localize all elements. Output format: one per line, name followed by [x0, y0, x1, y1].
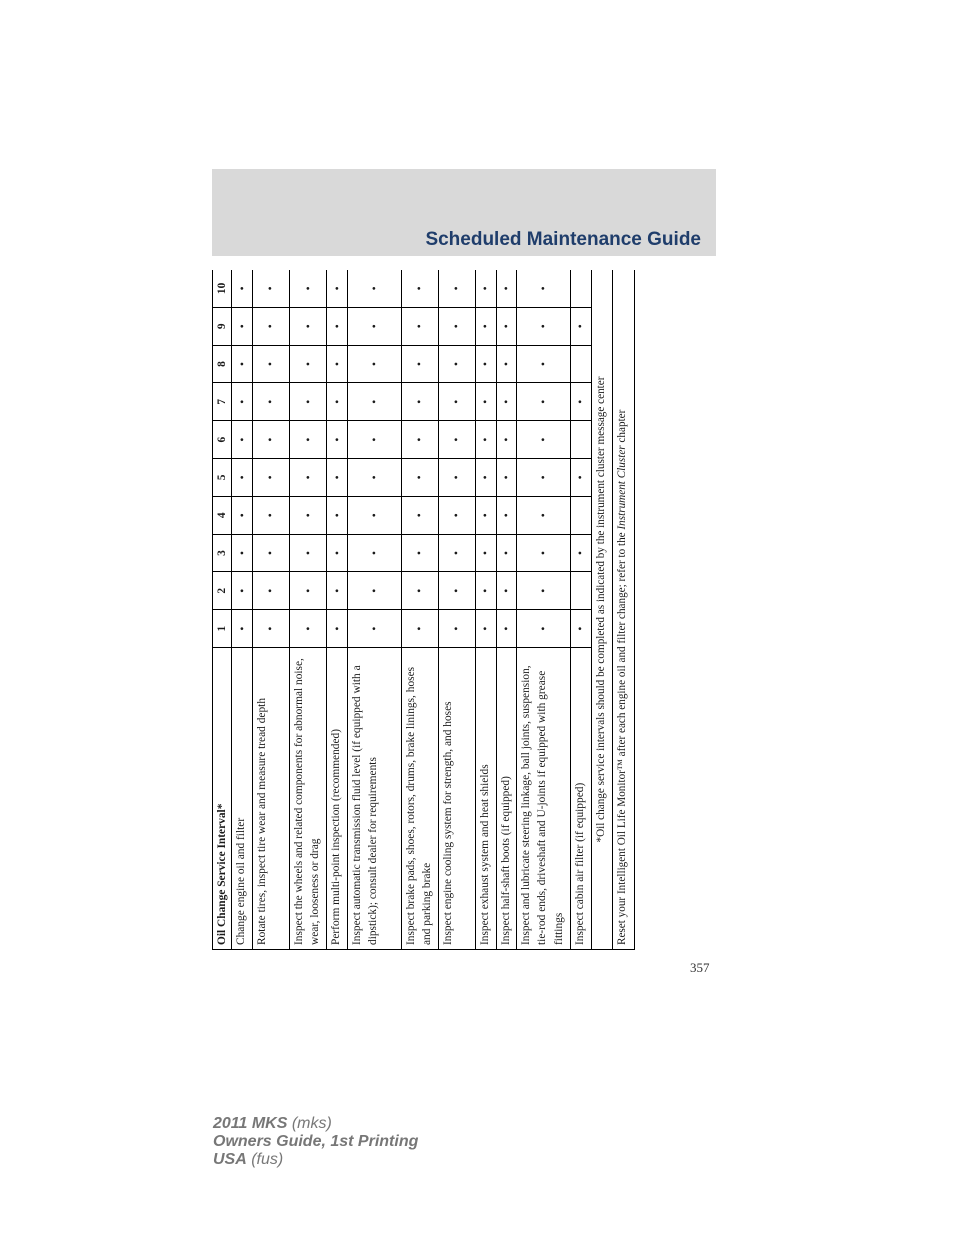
interval-mark-cell: • [401, 610, 438, 648]
interval-mark-cell: • [290, 459, 327, 497]
interval-mark-cell: • [571, 459, 592, 497]
interval-mark-cell: • [347, 572, 401, 610]
interval-mark-cell: • [290, 534, 327, 572]
interval-mark-cell: • [290, 307, 327, 345]
interval-mark-cell: • [517, 534, 571, 572]
interval-mark-cell: • [496, 496, 517, 534]
section-header-band [212, 169, 716, 256]
page-number: 357 [690, 960, 710, 975]
interval-header-1: 1 [213, 610, 232, 648]
task-label: Inspect exhaust system and heat shields [475, 648, 496, 950]
interval-mark-cell: • [475, 383, 496, 421]
interval-mark-cell [571, 270, 592, 307]
interval-mark-cell: • [438, 610, 475, 648]
task-label: Perform multi-point inspection (recommended) [327, 648, 348, 950]
interval-mark-cell: • [327, 383, 348, 421]
task-label: Inspect automatic transmission fluid level (if equipped with a dipstick); consult dealer for requirements [347, 648, 401, 950]
interval-mark-cell: • [475, 534, 496, 572]
interval-mark-cell: • [438, 307, 475, 345]
interval-mark-cell: • [496, 534, 517, 572]
interval-mark-cell: • [327, 496, 348, 534]
interval-mark-cell: • [517, 421, 571, 459]
interval-mark-cell: • [347, 307, 401, 345]
task-label: Change engine oil and filter [232, 648, 253, 950]
interval-mark-cell: • [438, 345, 475, 383]
interval-mark-cell: • [347, 270, 401, 307]
interval-mark-cell: • [401, 421, 438, 459]
interval-mark-cell: • [517, 610, 571, 648]
interval-mark-cell: • [252, 610, 289, 648]
interval-mark-cell: • [401, 270, 438, 307]
interval-header-7: 7 [213, 383, 232, 421]
interval-mark-cell: • [252, 421, 289, 459]
interval-mark-cell: • [517, 383, 571, 421]
interval-mark-cell: • [496, 610, 517, 648]
interval-header-5: 5 [213, 459, 232, 497]
note-row-interval [591, 270, 613, 950]
interval-mark-cell: • [517, 459, 571, 497]
interval-mark-cell: • [496, 270, 517, 307]
footer-guide: Owners Guide, 1st Printing [213, 1133, 419, 1150]
reset-note [613, 270, 635, 950]
interval-mark-cell: • [232, 534, 253, 572]
interval-mark-cell: • [571, 383, 592, 421]
interval-mark-cell: • [327, 572, 348, 610]
task-label: Rotate tires, inspect tire wear and measure tread depth [252, 648, 289, 950]
interval-footnote: *Oil change service intervals should be completed as indicated by the instrument cluster message center [591, 270, 613, 950]
table-row [496, 270, 517, 950]
task-label: Inspect cabin air filter (if equipped) [571, 648, 592, 950]
interval-mark-cell: • [496, 421, 517, 459]
interval-mark-cell: • [327, 421, 348, 459]
table-row [327, 270, 348, 950]
interval-mark-cell: • [232, 610, 253, 648]
maintenance-table-area [212, 270, 635, 950]
maintenance-table-rotator [212, 270, 635, 950]
interval-mark-cell: • [571, 534, 592, 572]
interval-mark-cell: • [475, 459, 496, 497]
footer-line-region [213, 1151, 418, 1169]
table-row [517, 270, 571, 950]
interval-mark-cell: • [401, 307, 438, 345]
interval-mark-cell: • [475, 572, 496, 610]
interval-mark-cell: • [290, 610, 327, 648]
task-label: Inspect and lubricate steering linkage, ball joints, suspension, tie-rod ends, driveshaft and U-joints if equipped with grease fittings [517, 648, 571, 950]
interval-header-2: 2 [213, 572, 232, 610]
interval-header-6: 6 [213, 421, 232, 459]
interval-mark-cell: • [475, 421, 496, 459]
interval-mark-cell: • [347, 345, 401, 383]
interval-mark-cell: • [517, 307, 571, 345]
interval-header-8: 8 [213, 345, 232, 383]
interval-mark-cell: • [290, 496, 327, 534]
footer-line-guide [213, 1133, 418, 1151]
interval-header-10: 10 [213, 270, 232, 307]
interval-mark-cell: • [232, 572, 253, 610]
interval-mark-cell: • [475, 345, 496, 383]
table-row [571, 270, 592, 950]
table-header-label: Oil Change Service Interval* [213, 648, 232, 950]
interval-mark-cell: • [475, 496, 496, 534]
interval-mark-cell: • [232, 421, 253, 459]
table-header-row [213, 270, 232, 950]
task-label: Inspect the wheels and related components for abnormal noise, wear, looseness or drag [290, 648, 327, 950]
interval-mark-cell: • [327, 270, 348, 307]
interval-mark-cell: • [438, 459, 475, 497]
interval-mark-cell: • [252, 496, 289, 534]
interval-mark-cell: • [252, 270, 289, 307]
interval-mark-cell: • [232, 270, 253, 307]
interval-mark-cell: • [571, 610, 592, 648]
interval-mark-cell: • [438, 383, 475, 421]
interval-mark-cell: • [401, 496, 438, 534]
interval-mark-cell: • [252, 307, 289, 345]
footer-region-code: (fus) [246, 1151, 284, 1168]
interval-mark-cell: • [517, 572, 571, 610]
interval-mark-cell: • [401, 345, 438, 383]
task-label: Inspect half-shaft boots (if equipped) [496, 648, 517, 950]
reset-note-text: Reset your Intelligent Oil Life Monitor™ after each engine oil and filter change; refer to the [616, 529, 629, 945]
interval-mark-cell: • [496, 383, 517, 421]
interval-mark-cell: • [232, 345, 253, 383]
interval-mark-cell [571, 496, 592, 534]
maintenance-table [212, 270, 635, 950]
interval-mark-cell: • [290, 345, 327, 383]
interval-mark-cell: • [438, 534, 475, 572]
interval-mark-cell: • [496, 307, 517, 345]
interval-mark-cell: • [347, 610, 401, 648]
interval-mark-cell: • [438, 421, 475, 459]
interval-mark-cell: • [327, 534, 348, 572]
interval-mark-cell: • [252, 572, 289, 610]
interval-mark-cell: • [232, 496, 253, 534]
interval-mark-cell: • [401, 534, 438, 572]
interval-mark-cell: • [517, 345, 571, 383]
interval-mark-cell [571, 572, 592, 610]
table-row [401, 270, 438, 950]
interval-mark-cell: • [401, 383, 438, 421]
interval-header-4: 4 [213, 496, 232, 534]
interval-mark-cell: • [517, 270, 571, 307]
table-row [347, 270, 401, 950]
footer-line-model [213, 1115, 418, 1133]
table-row [252, 270, 289, 950]
interval-mark-cell: • [438, 496, 475, 534]
interval-mark-cell: • [252, 534, 289, 572]
task-label: Inspect engine cooling system for strength, and hoses [438, 648, 475, 950]
interval-mark-cell: • [290, 572, 327, 610]
footer-region: USA [213, 1151, 247, 1168]
interval-mark-cell: • [347, 496, 401, 534]
interval-mark-cell: • [496, 345, 517, 383]
footer-edition [213, 1115, 418, 1169]
interval-mark-cell: • [327, 459, 348, 497]
reset-note-text-end: chapter [616, 409, 629, 446]
interval-mark-cell: • [347, 534, 401, 572]
interval-header-3: 3 [213, 534, 232, 572]
interval-mark-cell: • [252, 345, 289, 383]
table-row [438, 270, 475, 950]
interval-mark-cell: • [327, 345, 348, 383]
footer-model-code: (mks) [287, 1115, 332, 1132]
table-row [475, 270, 496, 950]
task-label: Inspect brake pads, shoes, rotors, drums, brake linings, hoses and parking brake [401, 648, 438, 950]
interval-mark-cell: • [290, 270, 327, 307]
interval-mark-cell: • [347, 421, 401, 459]
interval-mark-cell: • [290, 421, 327, 459]
interval-mark-cell: • [475, 307, 496, 345]
footer-model: 2011 MKS [213, 1115, 288, 1132]
interval-mark-cell [571, 345, 592, 383]
interval-mark-cell: • [496, 572, 517, 610]
interval-mark-cell: • [475, 270, 496, 307]
interval-mark-cell: • [252, 383, 289, 421]
table-body [232, 270, 635, 950]
interval-mark-cell: • [347, 459, 401, 497]
table-row [290, 270, 327, 950]
interval-mark-cell: • [290, 383, 327, 421]
reset-note-chapter-name: Instrument Cluster [616, 445, 629, 530]
interval-mark-cell: • [438, 270, 475, 307]
interval-mark-cell: • [571, 307, 592, 345]
interval-mark-cell: • [475, 610, 496, 648]
interval-mark-cell [571, 421, 592, 459]
interval-mark-cell: • [401, 572, 438, 610]
interval-mark-cell: • [232, 307, 253, 345]
interval-mark-cell: • [327, 610, 348, 648]
interval-mark-cell: • [347, 383, 401, 421]
interval-mark-cell: • [517, 496, 571, 534]
interval-mark-cell: • [496, 459, 517, 497]
interval-header-9: 9 [213, 307, 232, 345]
interval-mark-cell: • [438, 572, 475, 610]
interval-mark-cell: • [327, 307, 348, 345]
interval-mark-cell: • [232, 383, 253, 421]
section-title: Scheduled Maintenance Guide [425, 229, 701, 250]
interval-mark-cell: • [401, 459, 438, 497]
note-row-reset [613, 270, 635, 950]
interval-mark-cell: • [232, 459, 253, 497]
table-row [232, 270, 253, 950]
interval-mark-cell: • [252, 459, 289, 497]
